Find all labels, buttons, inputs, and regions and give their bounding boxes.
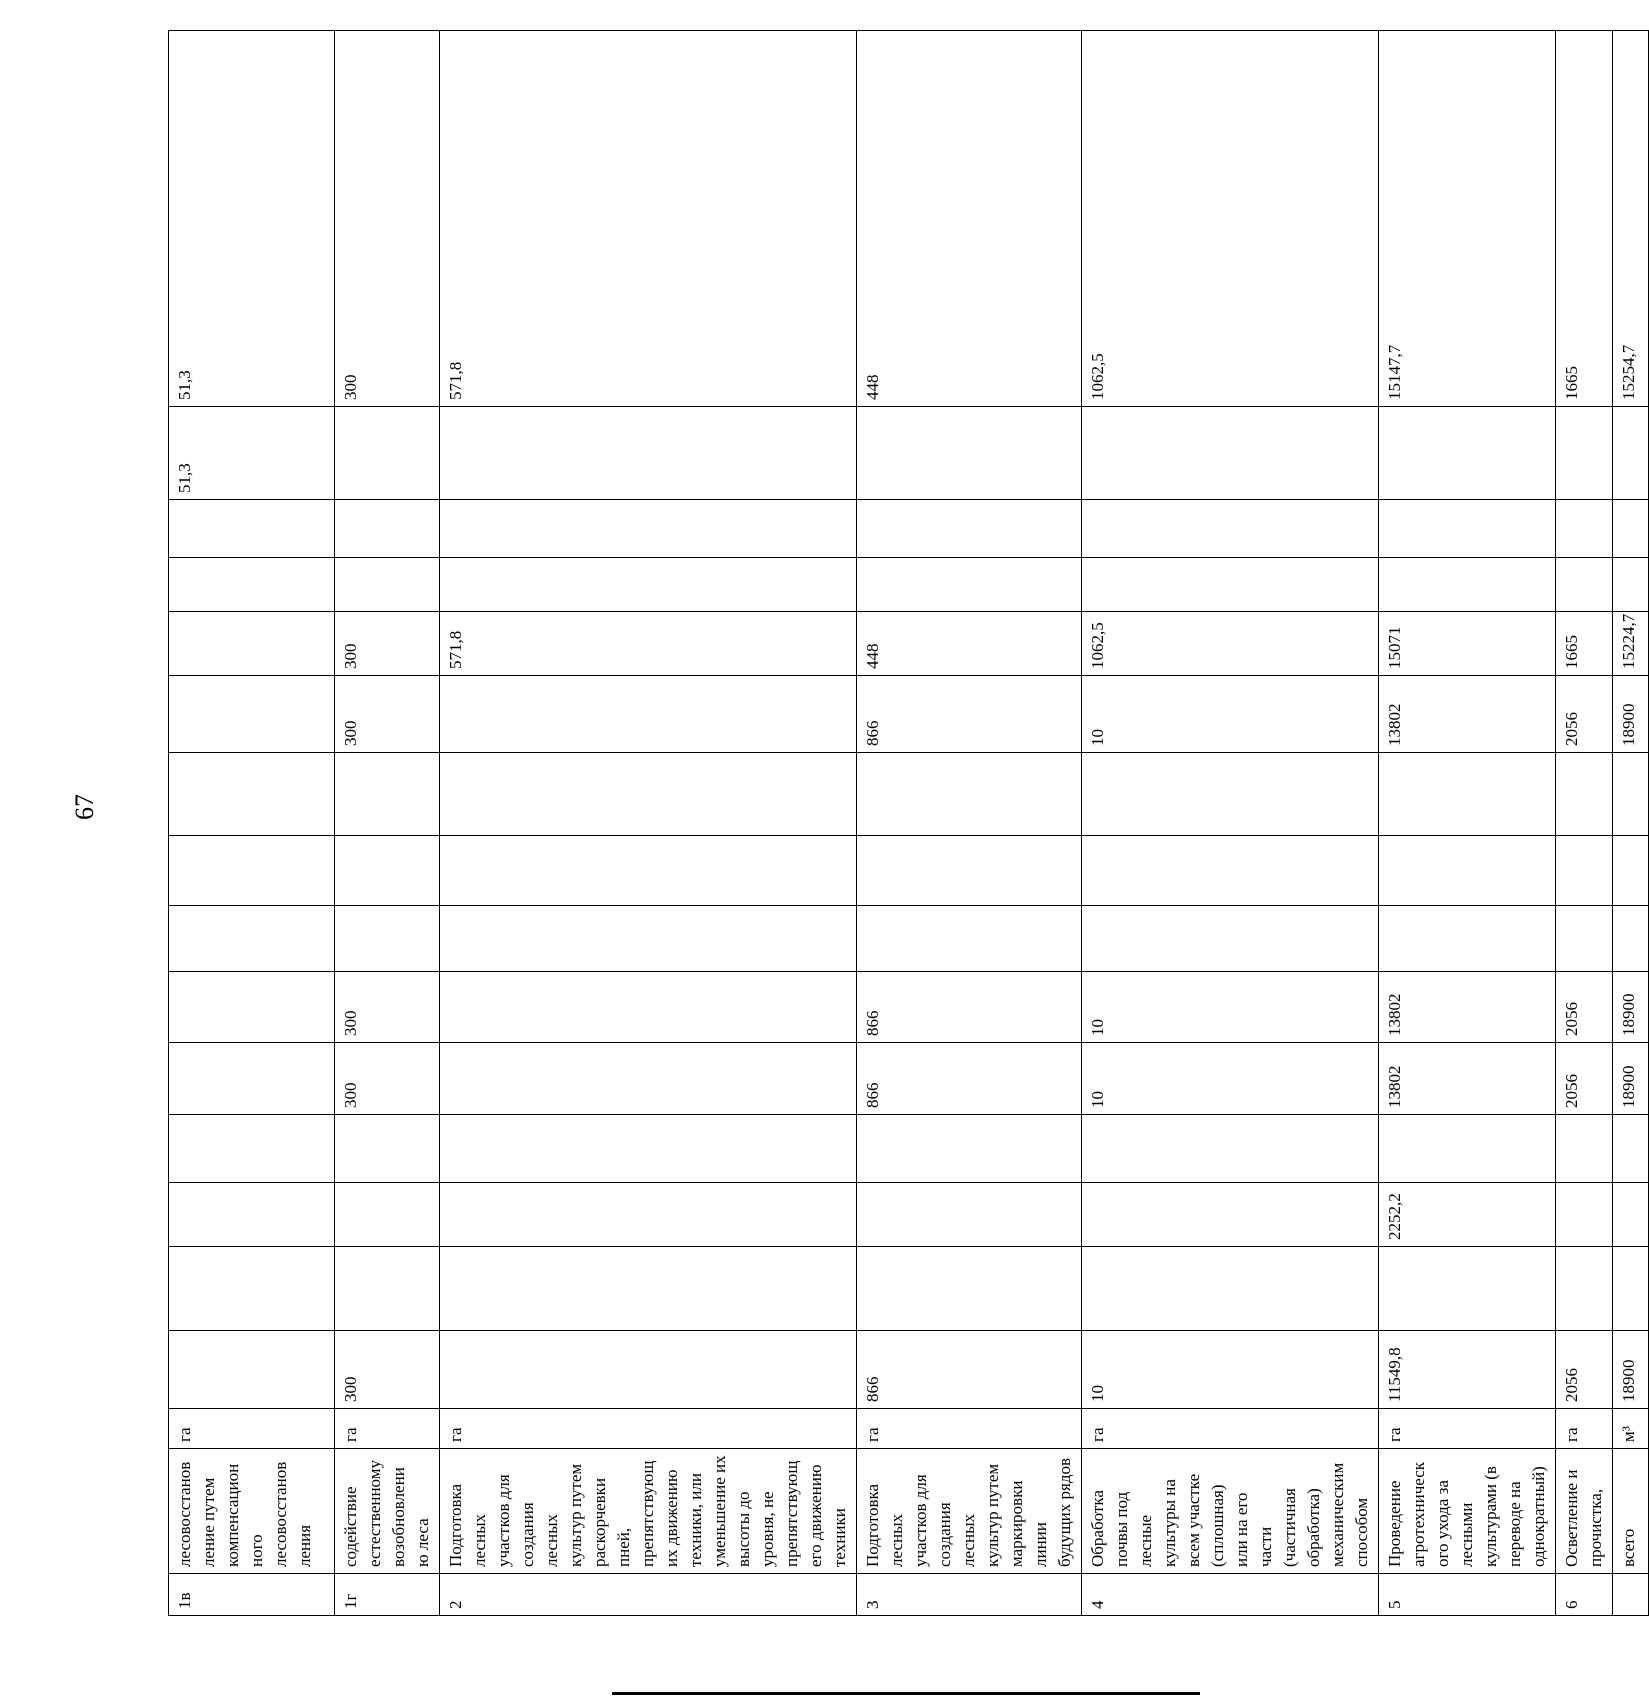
row-number-cell: 1г (335, 1574, 440, 1616)
value-cell (1613, 836, 1649, 906)
value-cell (1613, 906, 1649, 972)
value-cell: 300 (335, 31, 440, 407)
table-row (1379, 31, 1556, 1616)
value-cell (169, 500, 335, 558)
value-cell (1556, 1247, 1613, 1331)
value-cell (440, 1115, 857, 1183)
value-cell (335, 1247, 440, 1331)
value-cell (1082, 1183, 1379, 1247)
value-cell: 51,3 (169, 407, 335, 500)
value-cell (1556, 500, 1613, 558)
value-cell: 2056 (1556, 1331, 1613, 1409)
row-number-cell: 3 (857, 1574, 1082, 1616)
value-cell (440, 972, 857, 1043)
row-number-cell: 2 (440, 1574, 857, 1616)
value-cell: 15254,7 (1613, 31, 1649, 407)
unit-cell: га (1379, 1409, 1556, 1449)
table-row (857, 31, 1082, 1616)
value-cell (169, 753, 335, 836)
value-cell (1613, 1247, 1649, 1331)
value-cell: 2056 (1556, 676, 1613, 753)
value-cell: 13802 (1379, 1043, 1556, 1115)
unit-cell: га (857, 1409, 1082, 1449)
value-cell: 300 (335, 612, 440, 676)
value-cell (169, 1183, 335, 1247)
row-number-cell: 5 (1379, 1574, 1556, 1616)
value-cell (857, 407, 1082, 500)
value-cell (1082, 836, 1379, 906)
value-cell (335, 836, 440, 906)
value-cell (335, 558, 440, 612)
value-cell (440, 753, 857, 836)
value-cell (1082, 753, 1379, 836)
value-cell: 2056 (1556, 972, 1613, 1043)
value-cell: 300 (335, 1043, 440, 1115)
row-number-cell: 1в (169, 1574, 335, 1616)
value-cell (335, 500, 440, 558)
value-cell: 448 (857, 31, 1082, 407)
value-cell (169, 1043, 335, 1115)
value-cell: 18900 (1613, 1043, 1649, 1115)
value-cell: 571,8 (440, 31, 857, 407)
value-cell: 1665 (1556, 612, 1613, 676)
unit-cell: га (169, 1409, 335, 1449)
value-cell (1379, 1115, 1556, 1183)
value-cell (169, 612, 335, 676)
activity-name-cell: Подготовка лесных участков для создания лесных культур путем раскорчевки пней, препятствующих движению техники, или уменьшение их высоты до уровня, не препятствующего движению техники (440, 1449, 857, 1574)
value-cell (169, 836, 335, 906)
value-cell (857, 500, 1082, 558)
value-cell: 300 (335, 972, 440, 1043)
value-cell (440, 558, 857, 612)
unit-cell: га (440, 1409, 857, 1449)
value-cell: 300 (335, 1331, 440, 1409)
value-cell (440, 906, 857, 972)
value-cell (1082, 906, 1379, 972)
value-cell: 18900 (1613, 972, 1649, 1043)
value-cell (857, 836, 1082, 906)
value-cell: 866 (857, 1331, 1082, 1409)
rotated-table-container (168, 30, 1638, 1616)
table-row (335, 31, 440, 1616)
value-cell (440, 676, 857, 753)
value-cell (335, 1115, 440, 1183)
value-cell: 51,3 (169, 31, 335, 407)
value-cell (1082, 1247, 1379, 1331)
value-cell: 18900 (1613, 676, 1649, 753)
value-cell (857, 906, 1082, 972)
activity-name-cell: всего (1613, 1449, 1649, 1574)
table-row (1556, 31, 1613, 1616)
value-cell: 13802 (1379, 972, 1556, 1043)
value-cell: 866 (857, 972, 1082, 1043)
value-cell (1379, 500, 1556, 558)
value-cell (335, 407, 440, 500)
value-cell (1556, 407, 1613, 500)
value-cell (1556, 753, 1613, 836)
value-cell: 571,8 (440, 612, 857, 676)
value-cell (1556, 558, 1613, 612)
value-cell: 1665 (1556, 31, 1613, 407)
value-cell: 866 (857, 1043, 1082, 1115)
unit-cell: га (1082, 1409, 1379, 1449)
value-cell (1556, 836, 1613, 906)
value-cell (440, 500, 857, 558)
value-cell (1556, 906, 1613, 972)
value-cell (1613, 753, 1649, 836)
value-cell (169, 1115, 335, 1183)
value-cell (1379, 407, 1556, 500)
value-cell (857, 558, 1082, 612)
value-cell (1082, 500, 1379, 558)
value-cell (1613, 1115, 1649, 1183)
value-cell (440, 1183, 857, 1247)
value-cell: 448 (857, 612, 1082, 676)
unit-cell: га (335, 1409, 440, 1449)
table-row (440, 31, 857, 1616)
value-cell (1556, 1115, 1613, 1183)
table-row (1613, 31, 1649, 1616)
value-cell (1613, 1183, 1649, 1247)
unit-cell: м³ (1613, 1409, 1649, 1449)
table-row (1082, 31, 1379, 1616)
value-cell: 300 (335, 676, 440, 753)
activity-name-cell: лесовосстановление путем компенсационного лесовосстановления (169, 1449, 335, 1574)
value-cell (857, 1115, 1082, 1183)
value-cell: 18900 (1613, 1331, 1649, 1409)
value-cell: 15224,7 (1613, 612, 1649, 676)
value-cell (1082, 1115, 1379, 1183)
value-cell (440, 1331, 857, 1409)
value-cell (1379, 1247, 1556, 1331)
value-cell: 10 (1082, 972, 1379, 1043)
value-cell (1613, 558, 1649, 612)
activity-name-cell: содействие естественному возобновлению леса (335, 1449, 440, 1574)
value-cell (1613, 407, 1649, 500)
value-cell (1379, 558, 1556, 612)
value-cell (335, 1183, 440, 1247)
value-cell: 1062,5 (1082, 31, 1379, 407)
value-cell: 1062,5 (1082, 612, 1379, 676)
activity-name-cell: Подготовка лесных участков для создания лесных культур путем маркировки линии будущих рядов (857, 1449, 1082, 1574)
value-cell: 2056 (1556, 1043, 1613, 1115)
value-cell (440, 407, 857, 500)
value-cell (857, 1247, 1082, 1331)
value-cell: 10 (1082, 676, 1379, 753)
value-cell (169, 1331, 335, 1409)
value-cell (169, 558, 335, 612)
bottom-rule (612, 1692, 1200, 1695)
unit-cell: га (1556, 1409, 1613, 1449)
page-number: 67 (70, 794, 99, 820)
value-cell: 2252,2 (1379, 1183, 1556, 1247)
data-table (168, 30, 1649, 1616)
value-cell: 15071 (1379, 612, 1556, 676)
value-cell (1082, 558, 1379, 612)
value-cell (335, 753, 440, 836)
value-cell (169, 906, 335, 972)
value-cell (1379, 906, 1556, 972)
row-number-cell: 4 (1082, 1574, 1379, 1616)
value-cell (857, 753, 1082, 836)
value-cell (440, 1043, 857, 1115)
row-number-cell: 6 (1556, 1574, 1613, 1616)
value-cell (1379, 753, 1556, 836)
activity-name-cell: Обработка почвы под лесные культуры на всем участке (сплошная) или на его части (частичная обработка) механическим способом (1082, 1449, 1379, 1574)
value-cell (857, 1183, 1082, 1247)
value-cell: 11549,8 (1379, 1331, 1556, 1409)
value-cell (335, 906, 440, 972)
value-cell (1379, 836, 1556, 906)
value-cell (1556, 1183, 1613, 1247)
value-cell (440, 836, 857, 906)
value-cell (169, 1247, 335, 1331)
activity-name-cell: Проведение агротехнического ухода за лесными культурами (в переводе на однократный) (1379, 1449, 1556, 1574)
value-cell (1613, 500, 1649, 558)
value-cell: 10 (1082, 1331, 1379, 1409)
value-cell (440, 1247, 857, 1331)
value-cell: 15147,7 (1379, 31, 1556, 407)
table-row (169, 31, 335, 1616)
value-cell: 13802 (1379, 676, 1556, 753)
value-cell (169, 972, 335, 1043)
value-cell: 10 (1082, 1043, 1379, 1115)
value-cell (1082, 407, 1379, 500)
value-cell: 866 (857, 676, 1082, 753)
row-number-cell (1613, 1574, 1649, 1616)
activity-name-cell: Осветление и прочистка, (1556, 1449, 1613, 1574)
value-cell (169, 676, 335, 753)
